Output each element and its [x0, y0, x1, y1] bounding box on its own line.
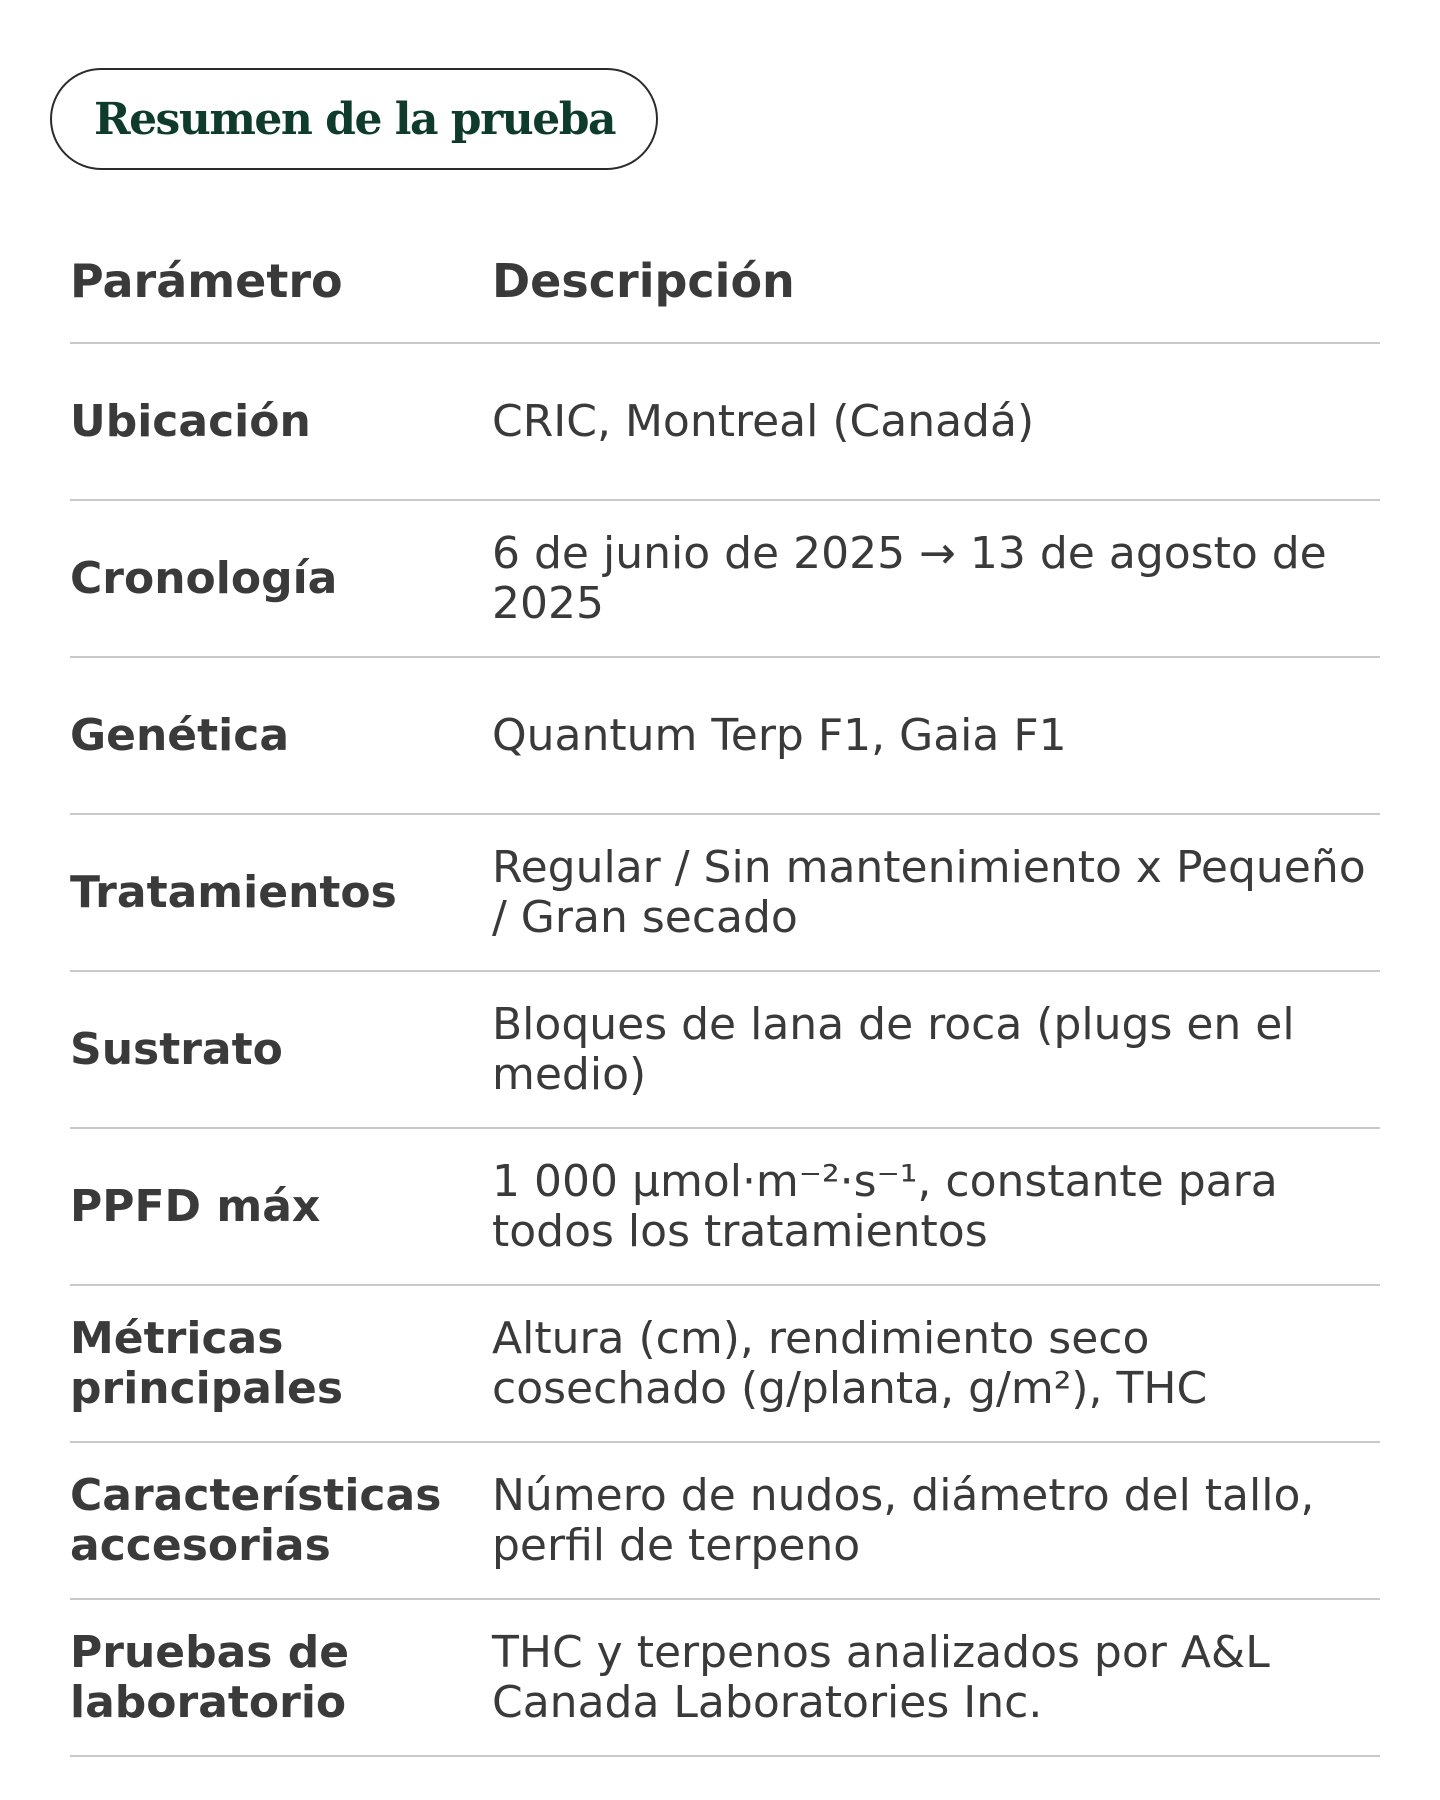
- table-row: [70, 1600, 1380, 1757]
- parameter-cell: Sustrato: [70, 1023, 283, 1075]
- description-cell: 1 000 µmol·m⁻²·s⁻¹, constante para todos los tratamientos: [492, 1155, 1278, 1257]
- parameter-cell: PPFD máx: [70, 1180, 321, 1232]
- table-row: [70, 501, 1380, 658]
- parameter-cell: Ubicación: [70, 395, 311, 447]
- table-row: [70, 1286, 1380, 1443]
- page-title: Resumen de la prueba: [94, 93, 616, 145]
- parameter-cell: Pruebas de laboratorio: [70, 1626, 350, 1728]
- parameter-cell: Tratamientos: [70, 866, 397, 918]
- parameter-cell: Métricas principales: [70, 1312, 344, 1414]
- table-row: [70, 972, 1380, 1129]
- table-row: [70, 1443, 1380, 1600]
- parameter-cell: Cronología: [70, 552, 338, 604]
- description-cell: Número de nudos, diámetro del tallo, perfil de terpeno: [492, 1469, 1315, 1571]
- table-row: [70, 344, 1380, 501]
- header-parameter: Parámetro: [70, 254, 343, 308]
- description-cell: CRIC, Montreal (Canadá): [492, 395, 1035, 447]
- description-cell: Altura (cm), rendimiento seco cosechado (g/planta, g/m²), THC: [492, 1312, 1208, 1414]
- description-cell: THC y terpenos analizados por A&L Canada Laboratories Inc.: [492, 1626, 1270, 1728]
- description-cell: 6 de junio de 2025 → 13 de agosto de 2025: [492, 527, 1327, 629]
- table-row: [70, 815, 1380, 972]
- description-cell: Quantum Terp F1, Gaia F1: [492, 709, 1067, 761]
- header-description: Descripción: [492, 254, 795, 308]
- parameter-cell: Características accesorias: [70, 1469, 442, 1571]
- description-cell: Regular / Sin mantenimiento x Pequeño / Gran secado: [492, 841, 1366, 943]
- parameter-cell: Genética: [70, 709, 290, 761]
- title-badge: [50, 68, 658, 170]
- table-header-row: [70, 220, 1380, 344]
- description-cell: Bloques de lana de roca (plugs en el medio): [492, 998, 1295, 1100]
- summary-table: [70, 220, 1380, 1757]
- table-row: [70, 1129, 1380, 1286]
- table-row: [70, 658, 1380, 815]
